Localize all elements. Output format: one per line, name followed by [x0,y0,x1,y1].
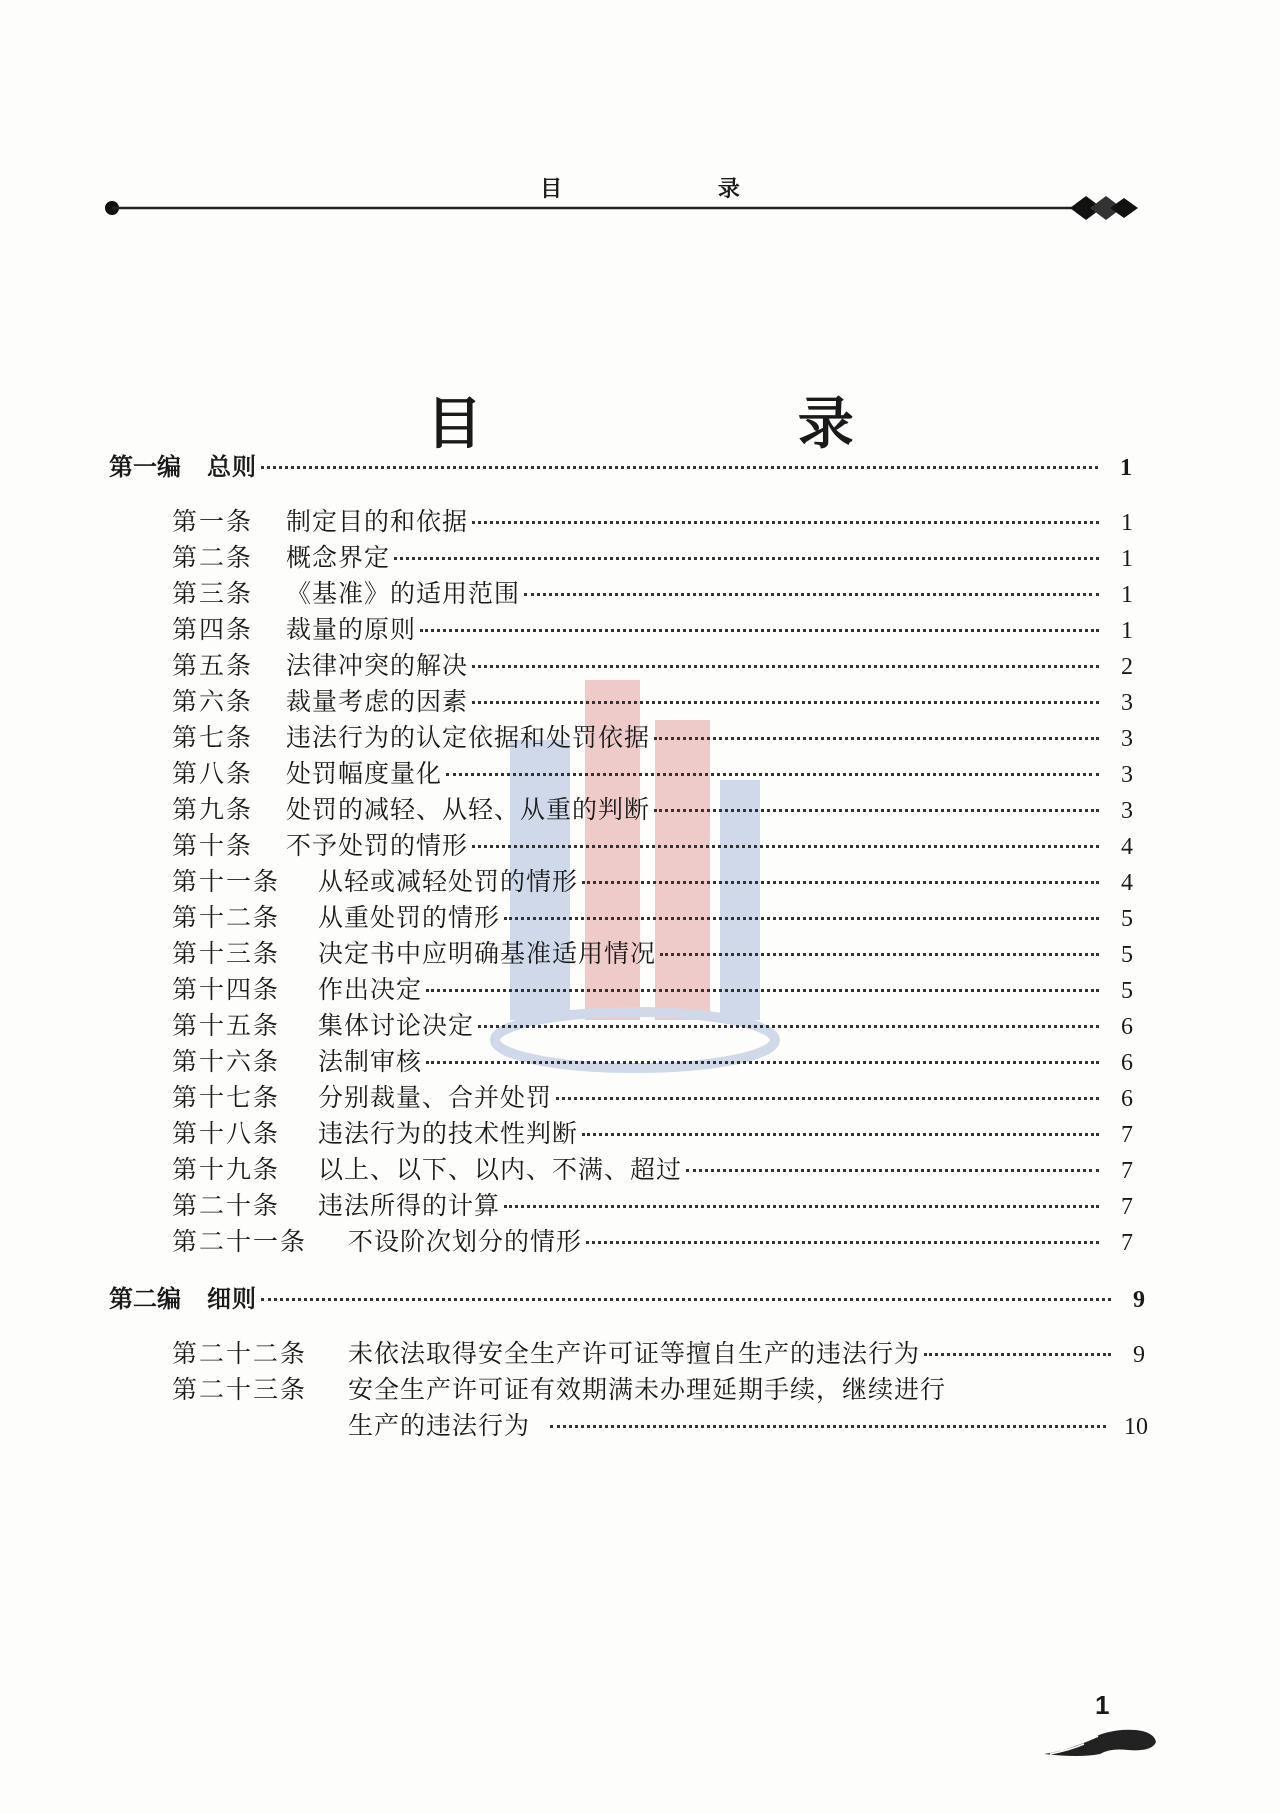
toc-article-number: 第七条 [172,723,254,752]
toc-leader-dots [472,665,1099,668]
toc-article-number: 第十六条 [172,1047,281,1076]
toc-leader-dots [586,1241,1099,1244]
toc-article-number: 第九条 [172,795,254,824]
toc-page-number: 1 [1121,618,1133,644]
toc-page-number: 6 [1121,1014,1133,1040]
toc-article-number: 第二十一条 [172,1227,308,1256]
toc-article-title: 违法行为的认定依据和处罚依据 [286,723,651,752]
toc-leader-dots [478,1025,1099,1028]
toc-article-number: 第二十三条 [172,1375,308,1404]
toc-article-title: 从重处罚的情形 [318,903,501,932]
toc-page-number: 3 [1121,726,1133,752]
toc-page-number: 3 [1121,690,1133,716]
toc-leader-dots [472,701,1099,704]
toc-article[interactable] [172,614,1133,647]
toc-article-title: 裁量考虑的因素 [286,687,469,716]
toc-article-number: 第四条 [172,615,254,644]
toc-article[interactable] [172,506,1133,539]
toc-article-title: 违法行为的技术性判断 [318,1119,579,1148]
toc-page-number: 6 [1121,1050,1133,1076]
toc-leader-dots [426,989,1099,992]
toc-article[interactable] [172,758,1133,791]
toc-article-number: 第五条 [172,651,254,680]
toc-page-number: 5 [1121,906,1133,932]
toc-page-number: 1 [1121,582,1133,608]
toc-article-title: 分别裁量、合并处罚 [318,1083,553,1112]
toc-page-number: 3 [1121,798,1133,824]
toc-article[interactable] [172,1190,1133,1223]
toc-page-number: 5 [1121,942,1133,968]
toc-leader-dots [556,1097,1099,1100]
toc-article-number: 第十五条 [172,1011,281,1040]
toc-article-title: 决定书中应明确基准适用情况 [318,939,657,968]
toc-article-number: 第十条 [172,831,254,860]
running-header-title: 目 录 [540,176,814,202]
page-number: 1 [1095,1690,1110,1720]
toc-page-number: 7 [1121,1230,1133,1256]
toc-leader-dots [924,1353,1111,1356]
toc-part-title: 总则 [207,454,257,481]
toc-article-title: 不设阶次划分的情形 [348,1227,583,1256]
toc-page-number: 1 [1121,510,1133,536]
toc-article-title: 从轻或减轻处罚的情形 [318,867,579,896]
toc-page-number: 3 [1121,762,1133,788]
toc-article-title: 违法所得的计算 [318,1191,501,1220]
toc-article-number: 第十三条 [172,939,281,968]
toc-article-title: 生产的违法行为 [348,1411,531,1440]
toc-part-label: 第二编 [109,1286,181,1313]
toc-article-title: 法律冲突的解决 [286,651,469,680]
toc-leader-dots [504,1205,1099,1208]
toc-page-number: 4 [1121,870,1133,896]
toc-article-title: 《基准》的适用范围 [286,579,521,608]
toc-leader-dots [504,917,1099,920]
toc-article-continuation[interactable] [348,1410,1148,1443]
toc-article-title-line1: 安全生产许可证有效期满未办理延期手续，继续进行 [348,1375,947,1404]
toc-article-number: 第十七条 [172,1083,281,1112]
toc-leader-dots [261,466,1098,469]
toc-page-number: 1 [1121,546,1133,572]
toc-page-number: 9 [1133,1287,1145,1313]
toc-article[interactable] [172,686,1133,719]
toc-leader-dots [446,773,1099,776]
toc-article-title: 概念界定 [286,543,391,572]
toc-article-number: 第十二条 [172,903,281,932]
toc-article-title: 法制审核 [318,1047,423,1076]
toc-article[interactable] [172,902,1133,935]
toc-article[interactable] [172,1010,1133,1043]
toc-page-number: 7 [1121,1194,1133,1220]
toc-part-2[interactable] [109,1284,1145,1316]
toc-article-number: 第二十二条 [172,1339,308,1368]
toc-article[interactable] [172,1082,1133,1115]
toc-leader-dots [420,629,1099,632]
toc-part-1[interactable] [109,452,1132,484]
toc-article-number: 第十八条 [172,1119,281,1148]
toc-page-number: 5 [1121,978,1133,1004]
toc-page-number: 6 [1121,1086,1133,1112]
toc-article[interactable] [172,1226,1133,1259]
toc-leader-dots [426,1061,1099,1064]
toc-article-number: 第十一条 [172,867,281,896]
toc-article-title: 未依法取得安全生产许可证等擅自生产的违法行为 [348,1339,921,1368]
toc-leader-dots [472,845,1099,848]
toc-article[interactable] [172,1118,1133,1151]
toc-page-number: 9 [1133,1342,1145,1368]
toc-leader-dots [654,737,1099,740]
toc-article-number: 第三条 [172,579,254,608]
toc-article-number: 第二条 [172,543,254,572]
toc-leader-dots [524,593,1099,596]
toc-leader-dots [550,1425,1106,1428]
toc-article-multiline[interactable] [172,1374,1112,1406]
toc-article[interactable] [172,1154,1133,1187]
toc-leader-dots [394,557,1099,560]
toc-article[interactable] [172,578,1133,611]
toc-leader-dots [582,881,1099,884]
toc-article[interactable] [172,866,1133,899]
toc-page-number: 10 [1124,1414,1148,1440]
toc-leader-dots [660,953,1099,956]
toc-article[interactable] [172,1046,1133,1079]
toc-article-number: 第一条 [172,507,254,536]
toc-article-number: 第六条 [172,687,254,716]
toc-leader-dots [261,1298,1111,1301]
toc-page-number: 7 [1121,1158,1133,1184]
toc-page-number: 7 [1121,1122,1133,1148]
toc-article-title: 集体讨论决定 [318,1011,475,1040]
toc-article-number: 第八条 [172,759,254,788]
toc-leader-dots [654,809,1099,812]
toc-leader-dots [582,1133,1099,1136]
toc-leader-dots [472,521,1099,524]
toc-article[interactable] [172,830,1133,863]
toc-page-number: 4 [1121,834,1133,860]
toc-article-number: 第十九条 [172,1155,281,1184]
toc-article[interactable] [172,974,1133,1007]
toc-article[interactable] [172,542,1133,575]
toc-article-title: 作出决定 [318,975,423,1004]
toc-part-title: 细则 [207,1286,257,1313]
toc-article-title: 处罚的减轻、从轻、从重的判断 [286,795,651,824]
toc-article-title: 裁量的原则 [286,615,417,644]
toc-article-title: 制定目的和依据 [286,507,469,536]
wave-ornament-icon [1040,1720,1160,1760]
toc-article[interactable] [172,794,1133,827]
toc-article-number: 第十四条 [172,975,281,1004]
toc-article[interactable] [172,650,1133,683]
toc-article[interactable] [172,722,1133,755]
toc-page-number: 1 [1120,455,1132,481]
toc-article[interactable] [172,1338,1145,1371]
toc-article-title: 处罚幅度量化 [286,759,443,788]
toc-article-number: 第二十条 [172,1191,281,1220]
toc-article-title: 以上、以下、以内、不满、超过 [318,1155,683,1184]
page-title: 目 录 [426,391,1002,457]
toc-article-title: 不予处罚的情形 [286,831,469,860]
toc-page-number: 2 [1121,654,1133,680]
toc-leader-dots [686,1169,1099,1172]
toc-article[interactable] [172,938,1133,971]
toc-part-label: 第一编 [109,454,181,481]
